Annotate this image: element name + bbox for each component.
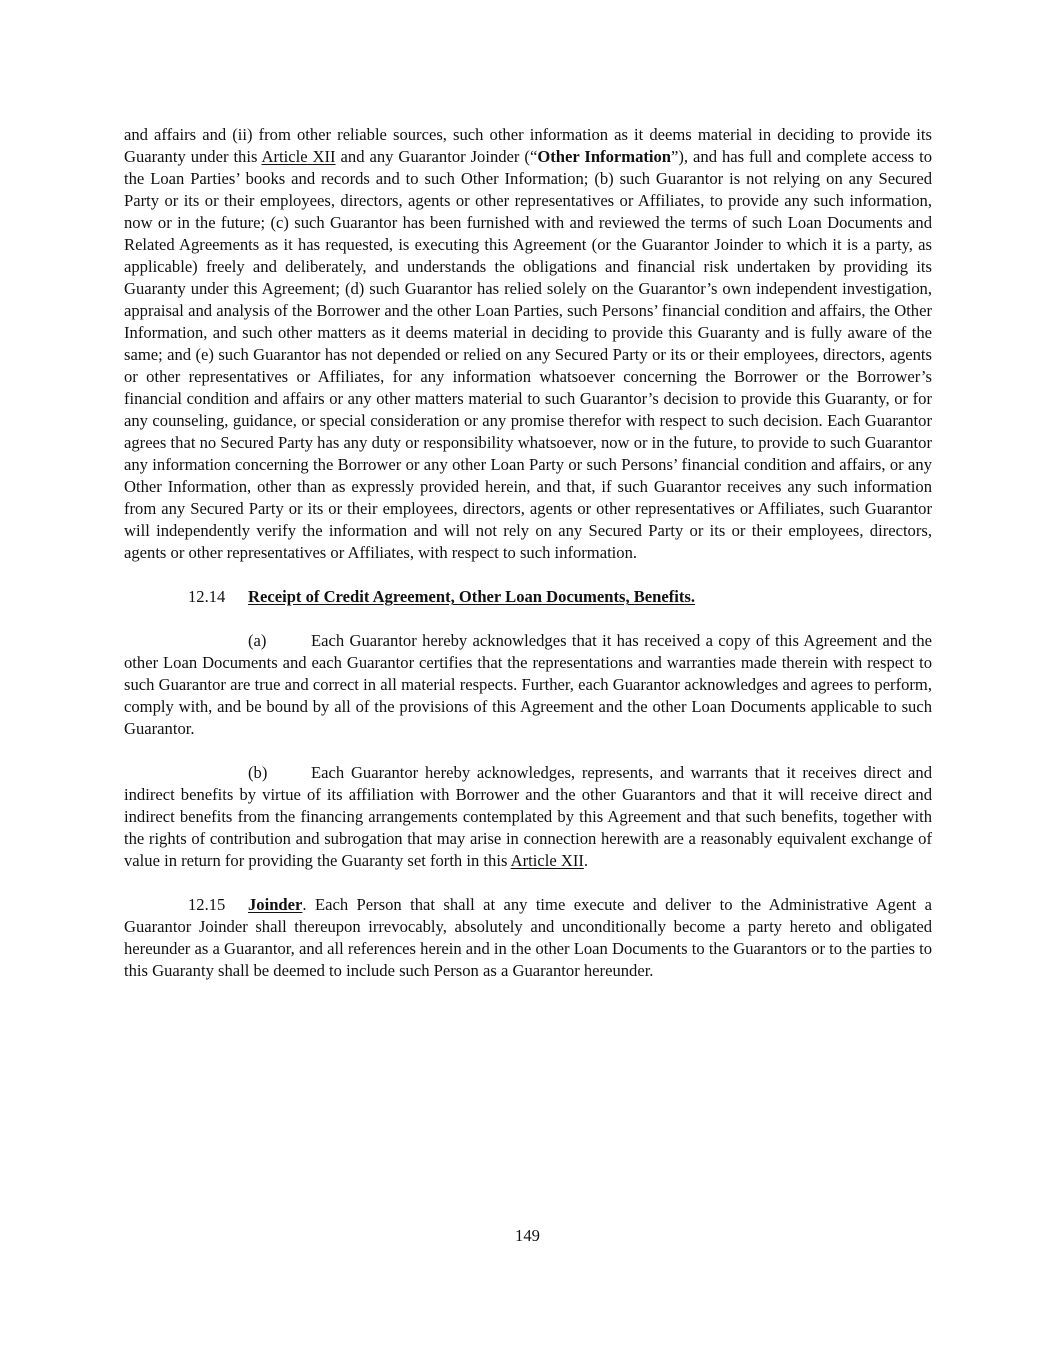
section-title: Receipt of Credit Agreement, Other Loan Documents, Benefits. [248, 587, 696, 606]
spacer [124, 608, 932, 630]
text-run: and affairs and (ii) from other reliable sources, such other information as it deems material in deciding to provide its Guaranty under this [124, 125, 932, 166]
subparagraph-a [124, 630, 932, 740]
text-run: . [302, 895, 315, 914]
subparagraph-label: (a) [248, 631, 267, 650]
section-title: Joinder [248, 895, 303, 914]
section-heading-12-14 [188, 586, 932, 608]
page-number: 149 [515, 1226, 540, 1245]
defined-term: Other Information [537, 147, 672, 166]
text-run: ”), and has full and complete access to the Loan Parties’ books and records and to such Other Information; (b) such Guarantor is not relying on any Secured Party or its or their employees, directors, agents or other representatives or Affiliates, to provide any such information, now or in the future; (c) such Guarantor has been furnished with and reviewed the terms of such Loan Documents and Related Agreements as it has requested, is executing this Agreement (or the Guarantor Joinder to which it is a party, as applicable) freely and deliberately, and understands the obligations and financial risk undertaken by providing its Guaranty under this Agreement; (d) such Guarantor has relied solely on the Guarantor’s own independent investigation, appraisal and analysis of the Borrower and the other Loan Parties, such Persons’ financial condition and affairs, the Other Information, and such other matters as it deems material in deciding to provide this Guaranty and is fully aware of the same; and (e) such Guarantor has not depended or relied on any Secured Party or its or their employees, directors, agents or other representatives or Affiliates, for any information whatsoever concerning the Borrower or the Borrower’s financial condition and affairs or any other matters material to such Guarantor’s decision to provide this Guaranty, or for any counseling, guidance, or special consideration or any promise therefor with respect to such decision. Each Guarantor agrees that no Secured Party has any duty or responsibility whatsoever, now or in the future, to provide to such Guarantor any information concerning the Borrower or any other Loan Party or such Persons’ financial condition and affairs, or any Other Information, other than as expressly provided herein, and that, if such Guarantor receives any such information from any Secured Party or its or their employees, directors, agents or other representatives or Affiliates, such Guarantor will independently verify the information and will not rely on any Secured Party or its or their employees, directors, agents or other representatives or Affiliates, with respect to such information. [124, 147, 932, 562]
section-number: 12.14 [188, 587, 226, 606]
spacer [124, 872, 932, 894]
subparagraph-text: Each Guarantor hereby acknowledges that it has received a copy of this Agreement and the other Loan Documents and each Guarantor certifies that the representations and warranties made therein with respect to such Guarantor are true and correct in all material respects. Further, each Guarantor acknowledges and agrees to perform, comply with, and be bound by all of the provisions of this Agreement and the other Loan Documents applicable to such Guarantor. [124, 631, 932, 738]
text-run: . [583, 851, 589, 870]
spacer [124, 740, 932, 762]
article-reference: Article XII [510, 851, 584, 870]
section-12-15 [124, 894, 932, 982]
document-body [124, 124, 932, 982]
section-text: Each Person that shall at any time execute and deliver to the Administrative Agent a Guarantor Joinder shall thereupon irrevocably, absolutely and unconditionally become a party hereto and obligated hereunder as a Guarantor, and all references herein and in the other Loan Documents to the Guarantors or to the parties to this Guaranty shall be deemed to include such Person as a Guarantor hereunder. [124, 895, 932, 980]
text-run: and any Guarantor Joinder (“ [335, 147, 538, 166]
paragraph-continuation [124, 124, 932, 564]
subparagraph-text: Each Guarantor hereby acknowledges, represents, and warrants that it receives direct and indirect benefits by virtue of its affiliation with Borrower and the other Guarantors and that it will receive direct and indirect benefits from the financing arrangements contemplated by this Agreement and that such benefits, together with the rights of contribution and subrogation that may arise in connection herewith are a reasonably equivalent exchange of value in return for providing the Guaranty set forth in this [124, 763, 932, 870]
article-reference: Article XII [261, 147, 336, 166]
subparagraph-label: (b) [248, 763, 268, 782]
section-number: 12.15 [188, 895, 226, 914]
spacer [124, 564, 932, 586]
subparagraph-b [124, 762, 932, 872]
